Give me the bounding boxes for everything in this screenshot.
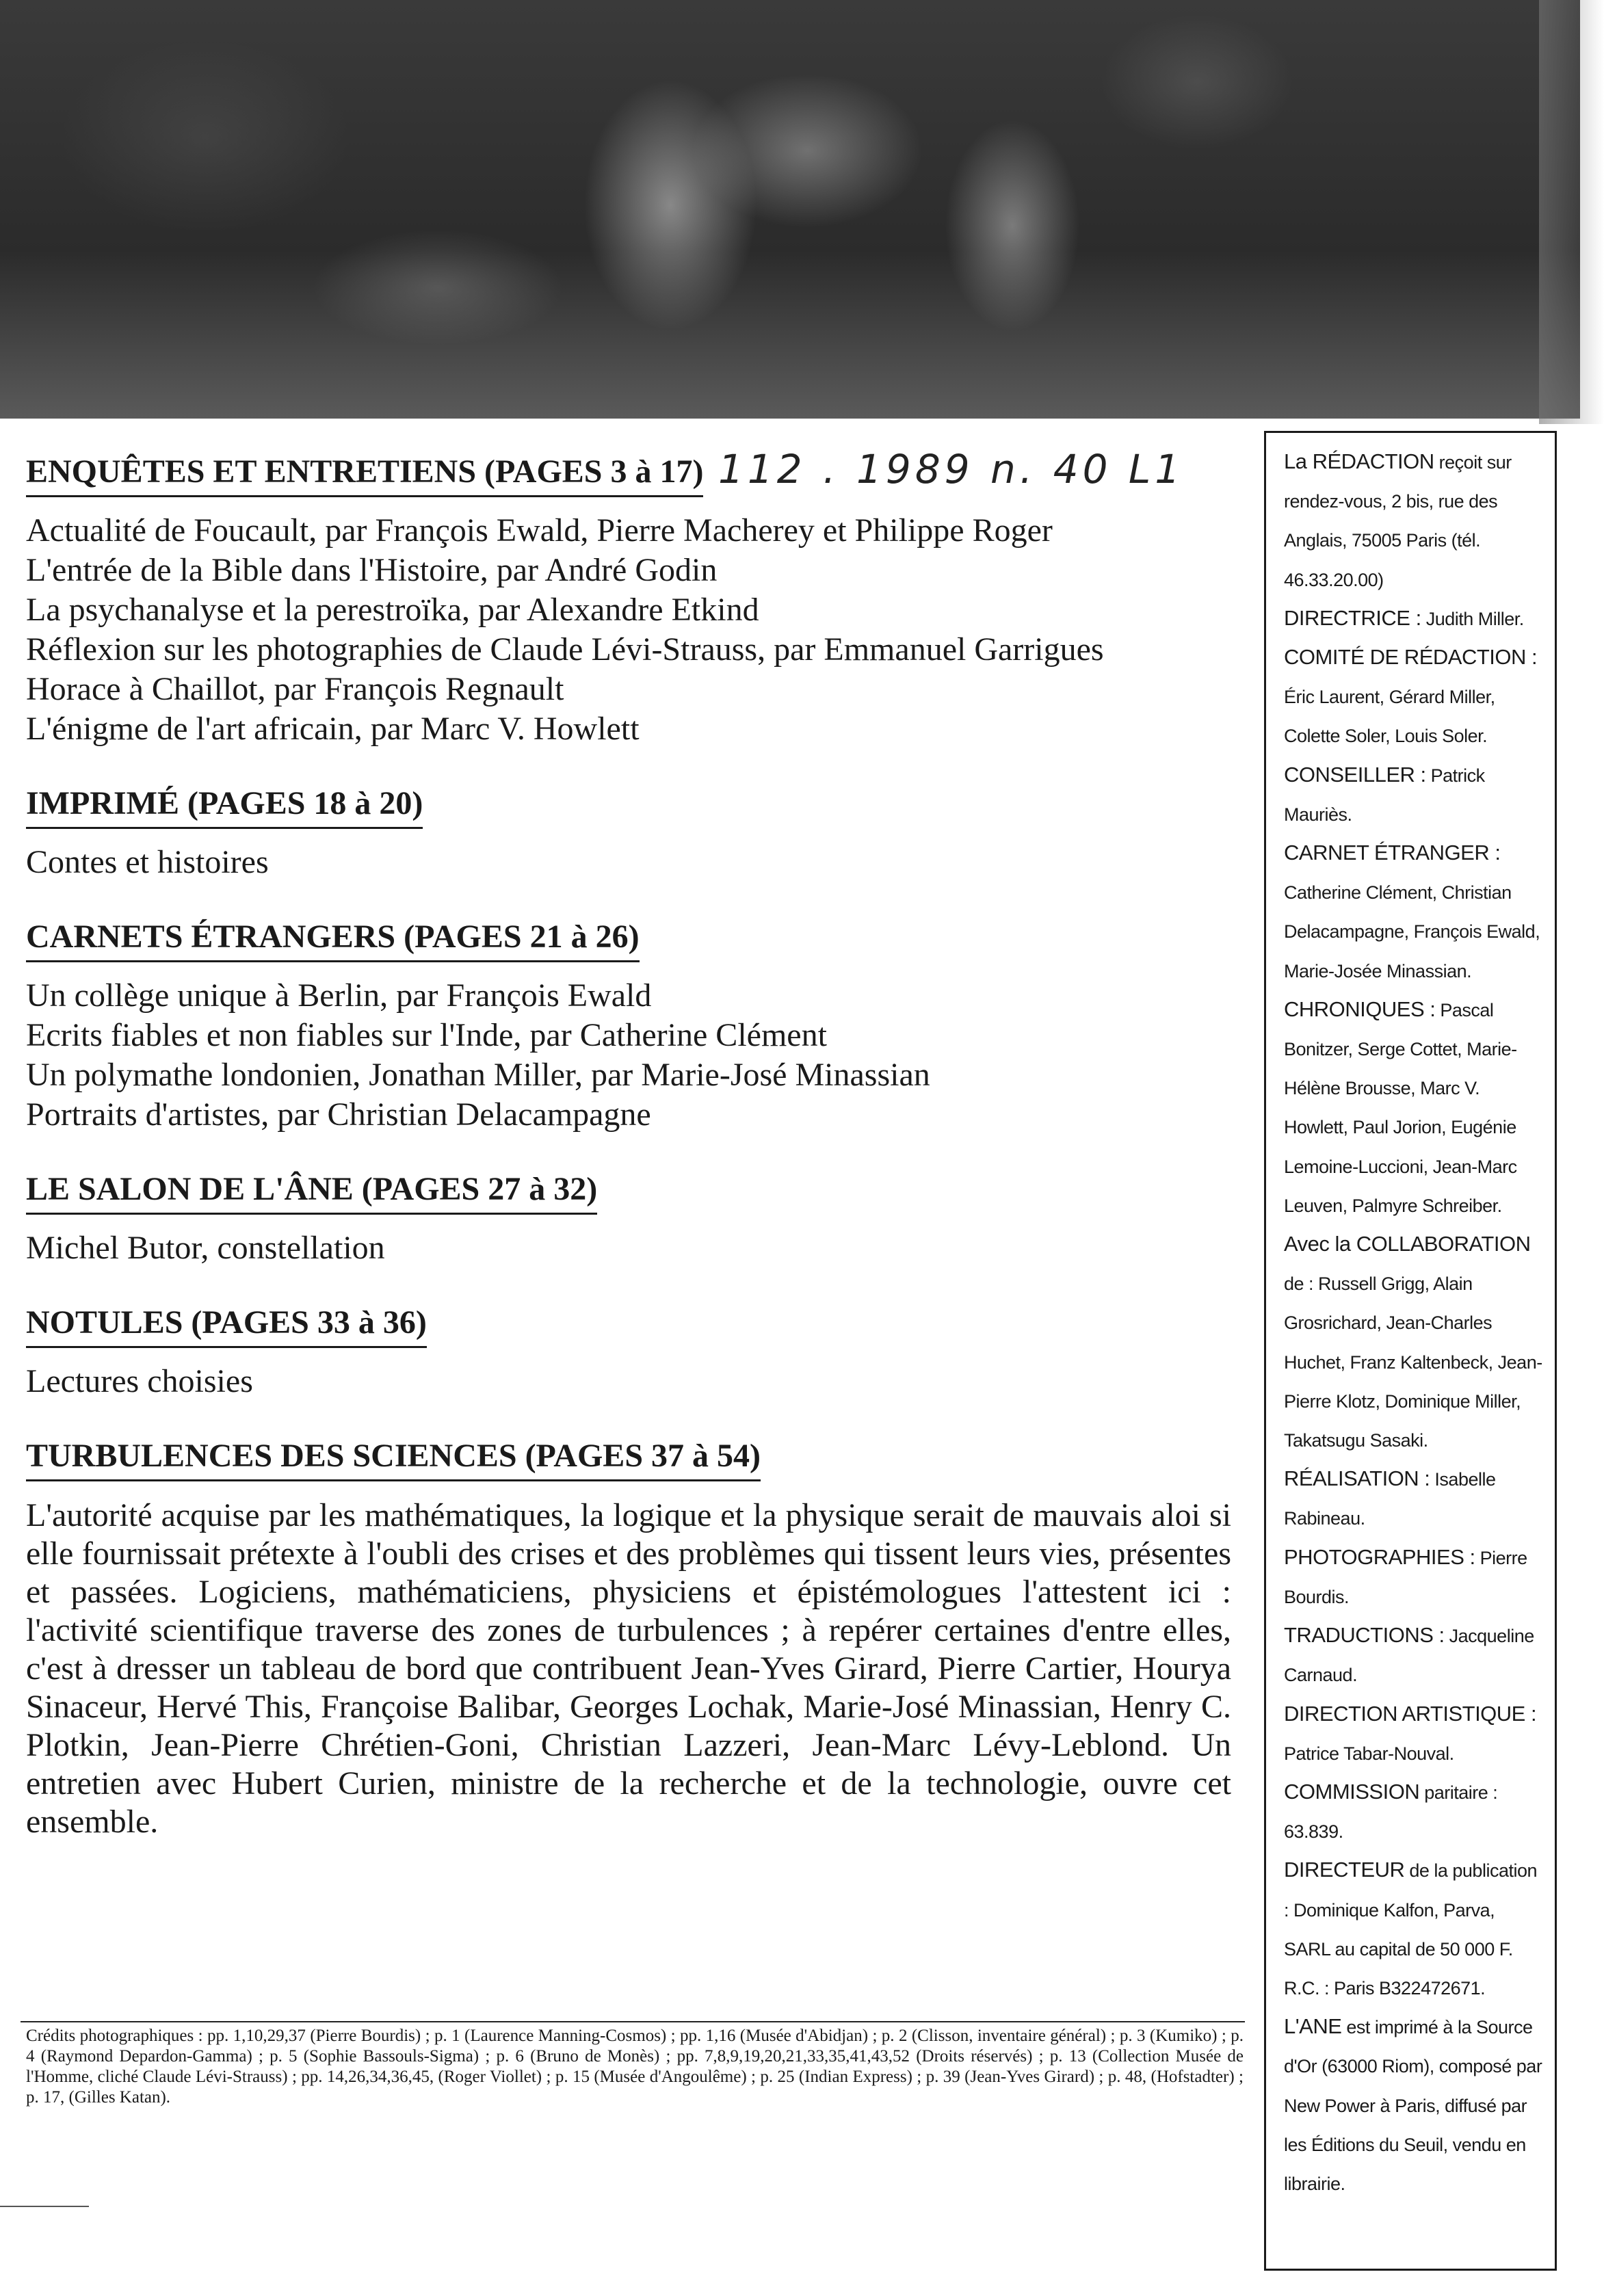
colophon-label: Avec la COLLABORATION bbox=[1284, 1232, 1531, 1256]
colophon-text: Patrice Tabar-Nouval. bbox=[1284, 1743, 1454, 1764]
toc-item: Horace à Chaillot, par François Regnault bbox=[26, 671, 564, 707]
section-carnets-etrangers bbox=[26, 916, 1244, 1135]
colophon-label: DIRECTEUR bbox=[1284, 1858, 1405, 1882]
section-enquetes bbox=[26, 451, 1244, 749]
colophon-label: CONSEILLER : bbox=[1284, 762, 1426, 787]
toc-item: Réflexion sur les photographies de Claude Lévi-Strauss, par Emmanuel Garrigues bbox=[26, 631, 1104, 668]
colophon-label: DIRECTRICE : bbox=[1284, 605, 1421, 630]
colophon-label: COMITÉ DE RÉDACTION : bbox=[1284, 645, 1538, 670]
masthead-box bbox=[1264, 431, 1557, 2271]
section-imprime bbox=[26, 783, 1244, 882]
colophon-text: Pierre Bourdis. bbox=[1284, 1547, 1527, 1607]
colophon-text: Patrick Mauriès. bbox=[1284, 765, 1485, 825]
toc-item: L'énigme de l'art africain, par Marc V. Howlett bbox=[26, 711, 640, 747]
section-items bbox=[26, 843, 1244, 882]
photo-credits: Crédits photographiques : pp. 1,10,29,37 (Pierre Bourdis) ; p. 1 (Laurence Manning-Cosmos) ; pp. 1,16 (Musée d'Abidjan) ; p. 2 (Clisson, inventaire général) ; p. 3 (Kumiko) ; p. 4 (Raymond Depardon-Gamma) ; p. 5 (Sophie Bassouls-Sigma) ; p. 6 (Bruno de Monès) ; pp. 7,8,9,19,20,21,33,35,41,43,52 (Droits réservés) ; p. 13 (Collection Musée de l'Homme, cliché Claude Lévi-Strauss) ; pp. 14,26,34,36,45, (Roger Viollet) ; p. 15 (Musée d'Angoulême) ; p. 25 (Indian Express) ; p. 39 (Jean-Yves Girard) ; p. 48, (Hofstadter) ; p. 17, (Gilles Katan). bbox=[26, 2027, 1244, 2107]
table-of-contents bbox=[26, 451, 1244, 1875]
toc-item: Lectures choisies bbox=[26, 1363, 253, 1399]
colophon-text: Jacqueline Carnaud. bbox=[1284, 1626, 1534, 1686]
colophon-text: Catherine Clément, Christian Delacampagne, François Ewald, Marie-Josée Minassian. bbox=[1284, 882, 1540, 981]
colophon-text: est imprimé à la Source d'Or (63000 Riom), composé par New Power à Paris, diffusé par les Éditions du Seuil, vendu en librairie. bbox=[1284, 2017, 1542, 2194]
section-items bbox=[26, 1228, 1244, 1268]
section-turbulences bbox=[26, 1436, 1244, 1841]
colophon-text: Isabelle Rabineau. bbox=[1284, 1469, 1496, 1529]
section-items bbox=[26, 976, 1244, 1135]
handwritten-annotation: 112 . 1989 n. 40 L1 bbox=[718, 446, 1185, 492]
toc-item: Un polymathe londonien, Jonathan Miller, par Marie-José Minassian bbox=[26, 1057, 930, 1093]
colophon-text: reçoit sur rendez-vous, 2 bis, rue des Anglais, 75005 Paris (tél. 46.33.20.00) bbox=[1284, 452, 1512, 590]
toc-item: Un collège unique à Berlin, par François Ewald bbox=[26, 977, 652, 1014]
colophon-label: PHOTOGRAPHIES : bbox=[1284, 1544, 1475, 1569]
toc-item: Actualité de Foucault, par François Ewald, Pierre Macherey et Philippe Roger bbox=[26, 512, 1053, 549]
colophon-label: L'ANE bbox=[1284, 2014, 1342, 2039]
colophon-label: RÉALISATION : bbox=[1284, 1466, 1430, 1491]
section-salon-de-lane bbox=[26, 1169, 1244, 1268]
colophon-label: La RÉDACTION bbox=[1284, 449, 1434, 473]
toc-item: La psychanalyse et la perestroïka, par Alexandre Etkind bbox=[26, 592, 759, 628]
colophon-text: Pascal Bonitzer, Serge Cottet, Marie-Hélène Brousse, Marc V. Howlett, Paul Jorion, Eugénie Lemoine-Luccioni, Jean-Marc Leuven, Palmyre Schreiber. bbox=[1284, 999, 1517, 1216]
scan-edge-noise bbox=[1539, 0, 1604, 424]
section-heading: NOTULES (PAGES 33 à 36) bbox=[26, 1302, 427, 1348]
section-heading: IMPRIMÉ (PAGES 18 à 20) bbox=[26, 783, 423, 829]
section-heading: LE SALON DE L'ÂNE (PAGES 27 à 32) bbox=[26, 1169, 597, 1215]
colophon-text: Éric Laurent, Gérard Miller, Colette Soler, Louis Soler. bbox=[1284, 687, 1495, 747]
section-heading: TURBULENCES DES SCIENCES (PAGES 37 à 54) bbox=[26, 1436, 761, 1481]
header-photograph bbox=[0, 0, 1580, 419]
colophon-label: CHRONIQUES : bbox=[1284, 997, 1436, 1021]
section-items bbox=[26, 511, 1244, 749]
toc-item: Contes et histoires bbox=[26, 844, 269, 880]
colophon-label: CARNET ÉTRANGER : bbox=[1284, 841, 1501, 865]
toc-item: Michel Butor, constellation bbox=[26, 1230, 385, 1266]
section-items bbox=[26, 1362, 1244, 1401]
colophon-text: Judith Miller. bbox=[1421, 608, 1524, 629]
colophon-label: TRADUCTIONS : bbox=[1284, 1623, 1445, 1648]
toc-item: Portraits d'artistes, par Christian Delacampagne bbox=[26, 1096, 651, 1133]
section-heading: ENQUÊTES ET ENTRETIENS (PAGES 3 à 17) bbox=[26, 451, 703, 497]
credits-divider bbox=[21, 2021, 1245, 2022]
colophon-text: de : Russell Grigg, Alain Grosrichard, Jean-Charles Huchet, Franz Kaltenbeck, Jean-Pierre Klotz, Dominique Miller, Takatsugu Sasaki. bbox=[1284, 1274, 1542, 1451]
colophon-text: paritaire : 63.839. bbox=[1284, 1782, 1498, 1843]
toc-item: L'entrée de la Bible dans l'Histoire, par André Godin bbox=[26, 552, 718, 588]
colophon-label: COMMISSION bbox=[1284, 1779, 1420, 1804]
colophon-label: DIRECTION ARTISTIQUE : bbox=[1284, 1701, 1537, 1726]
scan-margin-mark bbox=[0, 2206, 89, 2207]
section-notules bbox=[26, 1302, 1244, 1401]
section-heading: CARNETS ÉTRANGERS (PAGES 21 à 26) bbox=[26, 916, 640, 962]
toc-item: Ecrits fiables et non fiables sur l'Inde, par Catherine Clément bbox=[26, 1017, 827, 1053]
colophon-text: de la publication : Dominique Kalfon, Parva, SARL au capital de 50 000 F. R.C. : Paris B322472671. bbox=[1284, 1860, 1537, 1998]
section-paragraph: L'autorité acquise par les mathématiques, la logique et la physique serait de mauvais aloi si elle fournissait prétexte à l'oubli des crises et des problèmes qui tissent leurs vies, présentes et passées. Logiciens, mathématiciens, physiciens et épistémologues l'attestent ici : l'activité scientifique traverse des zones de turbulences ; à repérer certaines d'entre elles, c'est à dresser un tableau de bord que contribuent Jean-Yves Girard, Pierre Cartier, Hourya Sinaceur, Hervé This, Françoise Balibar, Georges Lochak, Marie-José Minassian, Henry C. Plotkin, Jean-Pierre Chrétien-Goni, Christian Lazzeri, Jean-Marc Lévy-Leblond. Un entretien avec Hubert Curien, ministre de la recherche et de la technologie, ouvre cet ensemble. bbox=[26, 1497, 1231, 1840]
